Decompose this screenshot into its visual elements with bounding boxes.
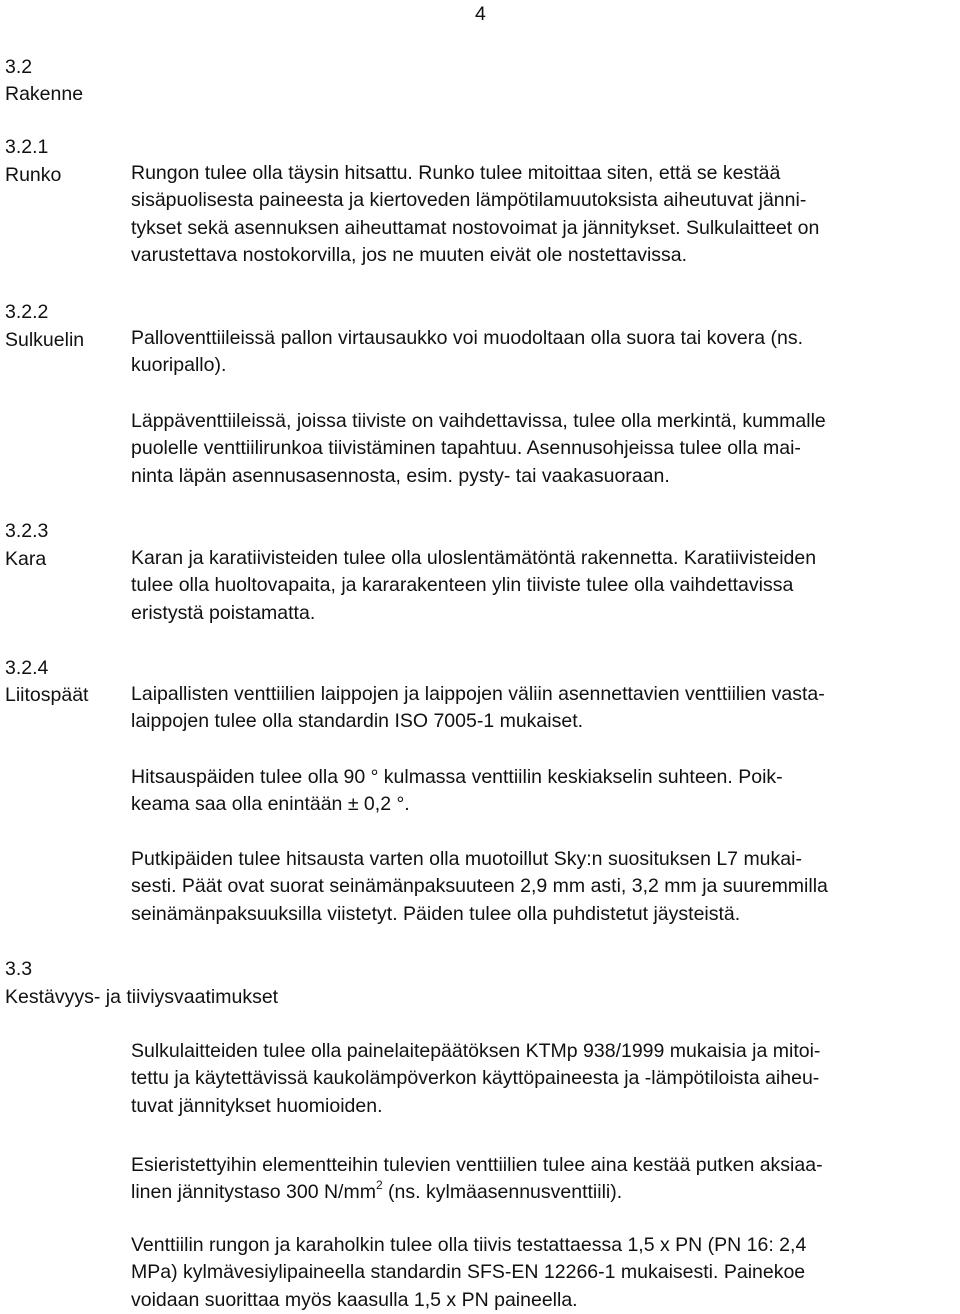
paragraph-kara: Karan ja karatiivisteiden tulee olla uloslentämätöntä rakennetta. Karatiivisteiden tulee olla huoltovapaita, ja kararakenteen ylin tiiviste tulee olla vaihdettavissa eristystä poistamatta. xyxy=(131,547,817,624)
section-number-3-2: 3.2 xyxy=(5,56,33,78)
page-number: 4 xyxy=(475,3,486,25)
paragraph-kestavyys-1: Sulkulaitteiden tulee olla painelaitepäätöksen KTMp 938/1999 mukaisia ja mitoi- tettu ja käytettävissä kaukolämpöverkon käyttöpaineesta ja -lämpötiloista aiheu- tuvat jännitykset huomioiden. xyxy=(131,1040,821,1117)
paragraph-kestavyys-2: Esieristettyihin elementteihin tulevien venttiilien tulee aina kestää putken aksiaa- linen jännitystaso 300 $N/mm^2$ (ns. kylmäasennusventtiili). xyxy=(131,1152,956,1207)
section-title-kestavyys: Kestävyys- ja tiiviysvaatimukset xyxy=(5,986,279,1008)
jannitystaso-line: linen jännitystaso 300 $N/mm^2$ (ns. kylmäasennusventtiili). xyxy=(131,1178,623,1204)
paragraph-liitospaat-1: Laipallisten venttiilien laippojen ja laippojen väliin asennettavien venttiilien vasta- laippojen tulee olla standardin ISO 7005-1 mukaiset. xyxy=(131,683,825,733)
section-number-3-2-1: 3.2.1 xyxy=(5,136,49,158)
superscript-2: 2 xyxy=(375,1178,383,1193)
paragraph-runko: Rungon tulee olla täysin hitsattu. Runko tulee mitoittaa siten, että se kestää sisäpuolisesta paineesta ja kiertoveden lämpötilamuutoksista aiheutuvat jänni- tykset sekä asennuksen aiheuttamat nostovoimat ja jännitykset. Sulkulaitteet on varustettava nostokorvilla, jos ne muuten eivät ole nostettavissa. xyxy=(131,162,820,267)
section-number-3-2-2: 3.2.2 xyxy=(5,301,49,323)
section-title-kara: Kara xyxy=(5,548,47,570)
section-title-sulkuelin: Sulkuelin xyxy=(5,329,85,351)
section-number-3-2-3: 3.2.3 xyxy=(5,520,49,542)
paragraph-liitospaat-2: Hitsauspäiden tulee olla 90 ° kulmassa venttiilin keskiakselin suhteen. Poik- keama saa olla enintään ± 0,2 °. xyxy=(131,766,783,816)
paragraph-liitospaat-3: Putkipäiden tulee hitsausta varten olla muotoillut Sky:n suosituksen L7 mukai- sesti. Päät ovat suorat seinämänpaksuuteen 2,9 mm asti, 3,2 mm ja suuremmilla seinämänpaksuuksilla viistetyt. Päiden tulee olla puhdistetut jäysteistä. xyxy=(131,848,828,925)
section-number-3-3: 3.3 xyxy=(5,958,33,980)
section-title-rakenne: Rakenne xyxy=(5,83,84,105)
section-title-liitospaat: Liitospäät xyxy=(5,684,89,706)
paragraph-kestavyys-3: Venttiilin rungon ja karaholkin tulee olla tiivis testattaessa 1,5 x PN (PN 16: 2,4 MPa) kylmävesiylipaineella standardin SFS-EN 12266-1 mukaisesti. Painekoe voidaan suorittaa myös kaasulla 1,5 x PN paineella. xyxy=(131,1234,807,1311)
paragraph-sulkuelin-2: Läppäventtiileissä, joissa tiiviste on vaihdettavissa, tulee olla merkintä, kummalle puolelle venttiilirunkoa tiivistäminen tapahtuu. Asennusohjeissa tulee olla mai- ninta läpän asennusasennosta, esim. pysty- tai vaakasuoraan. xyxy=(131,410,826,487)
section-number-3-2-4: 3.2.4 xyxy=(5,657,49,679)
paragraph-sulkuelin-1: Palloventtiileissä pallon virtausaukko voi muodoltaan olla suora tai kovera (ns. kuoripallo). xyxy=(131,327,804,377)
section-title-runko: Runko xyxy=(5,164,62,186)
